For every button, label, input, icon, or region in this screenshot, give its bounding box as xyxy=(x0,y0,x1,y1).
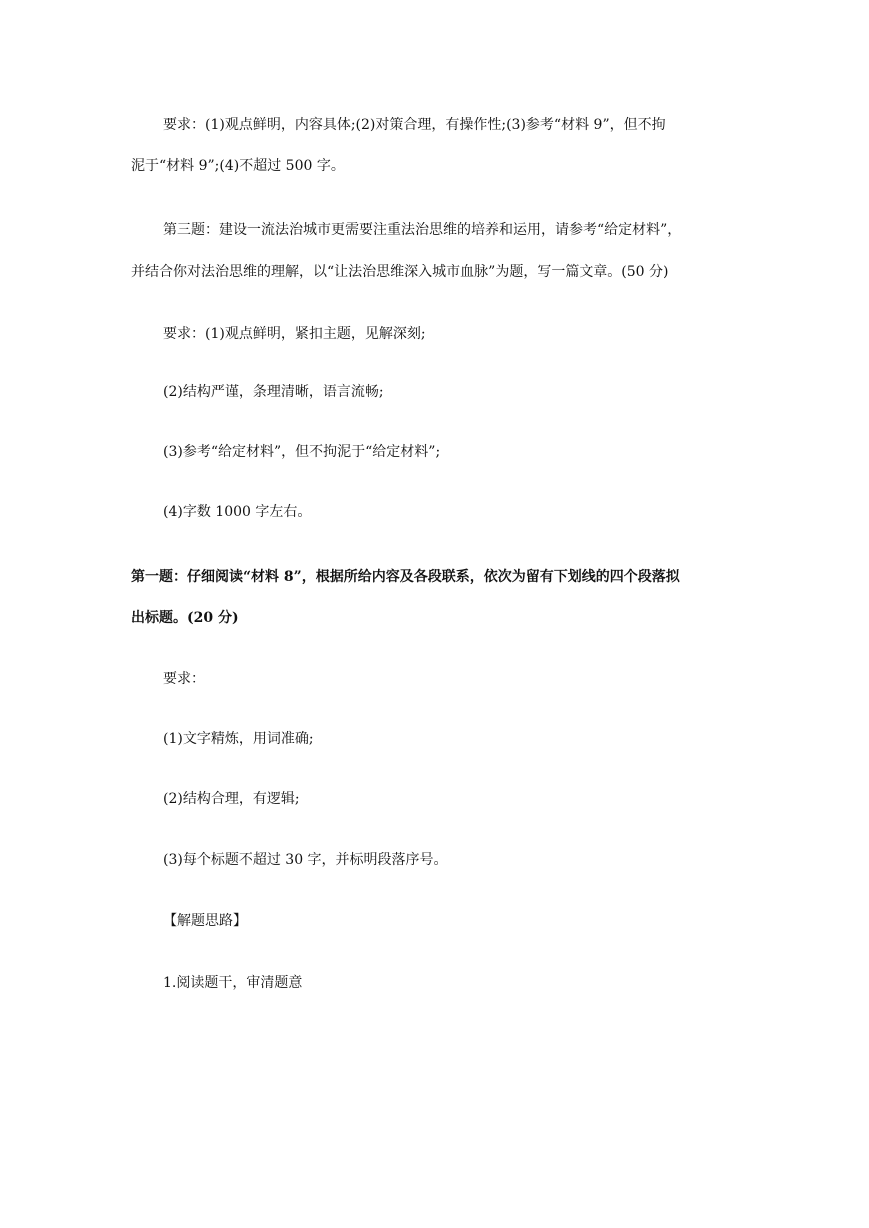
requirements-label: 要求： xyxy=(163,671,205,687)
requirement-item-3: (3)参考“给定材料”，但不拘泥于“给定材料”; xyxy=(163,444,441,460)
question-one-heading-line-2: 出标题。(20 分) xyxy=(131,610,239,626)
solution-approach-heading: 【解题思路】 xyxy=(163,913,247,929)
solution-step-1: 1.阅读题干，审清题意 xyxy=(163,975,303,991)
requirement-text-precise: (1)文字精炼，用词准确; xyxy=(163,731,314,747)
requirement-line-2: 泥于“材料 9”;(4)不超过 500 字。 xyxy=(131,158,345,174)
requirement-item-4: (4)字数 1000 字左右。 xyxy=(163,504,312,520)
question-one-heading-line-1: 第一题：仔细阅读“材料 8”，根据所给内容及各段联系，依次为留有下划线的四个段落拟 xyxy=(131,569,680,585)
requirement-item-2: (2)结构严谨，条理清晰，语言流畅; xyxy=(163,384,384,400)
requirement-item-1: 要求：(1)观点鲜明，紧扣主题，见解深刻; xyxy=(163,326,426,342)
requirement-line-1: 要求：(1)观点鲜明，内容具体;(2)对策合理，有操作性;(3)参考“材料 9”，但不拘 xyxy=(163,117,666,133)
requirement-structure: (2)结构合理，有逻辑; xyxy=(163,791,300,807)
question-three-line-2: 并结合你对法治思维的理解，以“让法治思维深入城市血脉”为题，写一篇文章。(50 分) xyxy=(131,264,669,280)
requirement-title-length: (3)每个标题不超过 30 字，并标明段落序号。 xyxy=(163,852,448,868)
question-three-line-1: 第三题：建设一流法治城市更需要注重法治思维的培养和运用，请参考“给定材料”， xyxy=(163,222,682,238)
